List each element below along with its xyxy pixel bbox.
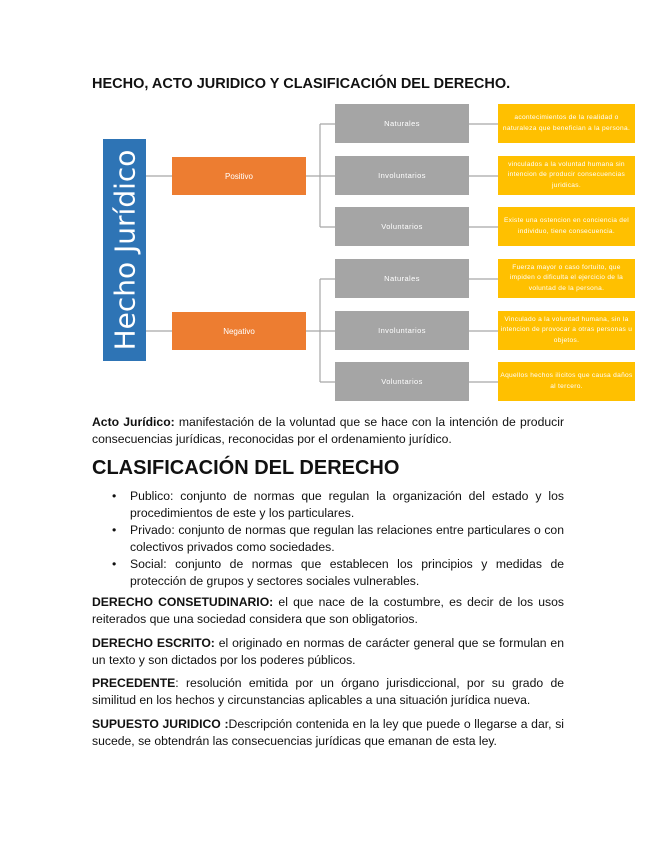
- bullet-icon: •: [112, 523, 117, 537]
- definition-consetudinario: [92, 594, 564, 627]
- negativo-involuntarios: Involuntarios: [335, 311, 469, 350]
- root-label: Hecho Jurídico: [108, 149, 141, 351]
- list-item: [92, 556, 564, 589]
- acto-juridico-paragraph: [92, 414, 564, 447]
- definition-term: DERECHO CONSETUDINARIO:: [92, 595, 274, 609]
- definition-text: : resolución emitida por un órgano jurisdiccional, por su grado de similitud en los hechos y circunstancias aplicables a una situación jurídica nueva.: [92, 676, 564, 707]
- definition-term: DERECHO ESCRITO:: [92, 636, 215, 650]
- desc-positivo-naturales: acontecimientos de la realidad o naturaleza que benefician a la persona.: [498, 104, 635, 143]
- page-title: HECHO, ACTO JURIDICO Y CLASIFICACIÓN DEL DERECHO.: [92, 76, 511, 92]
- bullet-icon: •: [112, 489, 117, 503]
- definition-term: PRECEDENTE: [92, 676, 176, 690]
- definition-text: el originado en normas de carácter general que se formulan en un texto y son dictados por los poderes públicos.: [92, 636, 564, 667]
- branch-negativo: Negativo: [172, 312, 306, 350]
- desc-negativo-involuntarios: Vinculado a la voluntad humana, sin la intencion de provocar a otras personas u objetos.: [498, 311, 635, 350]
- desc-negativo-naturales: Fuerza mayor o caso fortuito, que impiden o dificulta el ejercicio de la voluntad de la persona.: [498, 259, 635, 298]
- clasificacion-heading: CLASIFICACIÓN DEL DERECHO: [92, 457, 400, 479]
- acto-juridico-text: manifestación de la voluntad que se hace con la intención de producir consecuencias jurídicas, reconocidas por el ordenamiento jurídico.: [92, 415, 564, 446]
- root-node: [103, 139, 146, 361]
- branch-positivo: Positivo: [172, 157, 306, 195]
- list-item-text: Privado: conjunto de normas que regulan las relaciones entre particulares o con colectivos privados como sociedades.: [130, 523, 564, 554]
- hecho-juridico-diagram: [0, 0, 655, 410]
- list-item-text: Social: conjunto de normas que establecen los principios y medidas de protección de grupos y sectores sociales vulnerables.: [130, 557, 564, 588]
- positivo-voluntarios: Voluntarios: [335, 207, 469, 246]
- connector-descriptions: [469, 124, 498, 382]
- clasificacion-list: [92, 488, 564, 590]
- negativo-naturales: Naturales: [335, 259, 469, 298]
- definition-term: SUPUESTO JURIDICO :: [92, 717, 229, 731]
- bullet-icon: •: [112, 557, 117, 571]
- connector-negativo-children: [306, 279, 335, 382]
- list-item: [92, 488, 564, 521]
- list-item-text: Publico: conjunto de normas que regulan la organización del estado y los procedimientos de este y los particulares.: [130, 489, 564, 520]
- definition-text: Descripción contenida en la ley que puede o llegarse a dar, si sucede, se obtendrán las consecuencias jurídicas que emanan de esta ley.: [92, 717, 565, 748]
- positivo-involuntarios: Involuntarios: [335, 156, 469, 195]
- acto-juridico-term: Acto Jurídico:: [92, 415, 175, 429]
- desc-negativo-voluntarios: Aquellos hechos ilicitos que causa daños al tercero.: [498, 362, 635, 401]
- desc-positivo-voluntarios: Existe una ostencion en conciencia del individuo, tiene consecuencia.: [498, 207, 635, 246]
- list-item: [92, 522, 564, 555]
- connector-positivo-children: [306, 124, 335, 227]
- negativo-voluntarios: Voluntarios: [335, 362, 469, 401]
- definition-text: el que nace de la costumbre, es decir de los usos reiterados que una sociedad considera que son obligatorios.: [92, 595, 564, 626]
- definition-supuesto: [92, 716, 564, 749]
- desc-positivo-involuntarios: vinculados a la voluntad humana sin intencion de producir consecuencias juridicas.: [498, 156, 635, 195]
- positivo-naturales: Naturales: [335, 104, 469, 143]
- definition-escrito: [92, 635, 564, 668]
- definition-precedente: [92, 675, 564, 708]
